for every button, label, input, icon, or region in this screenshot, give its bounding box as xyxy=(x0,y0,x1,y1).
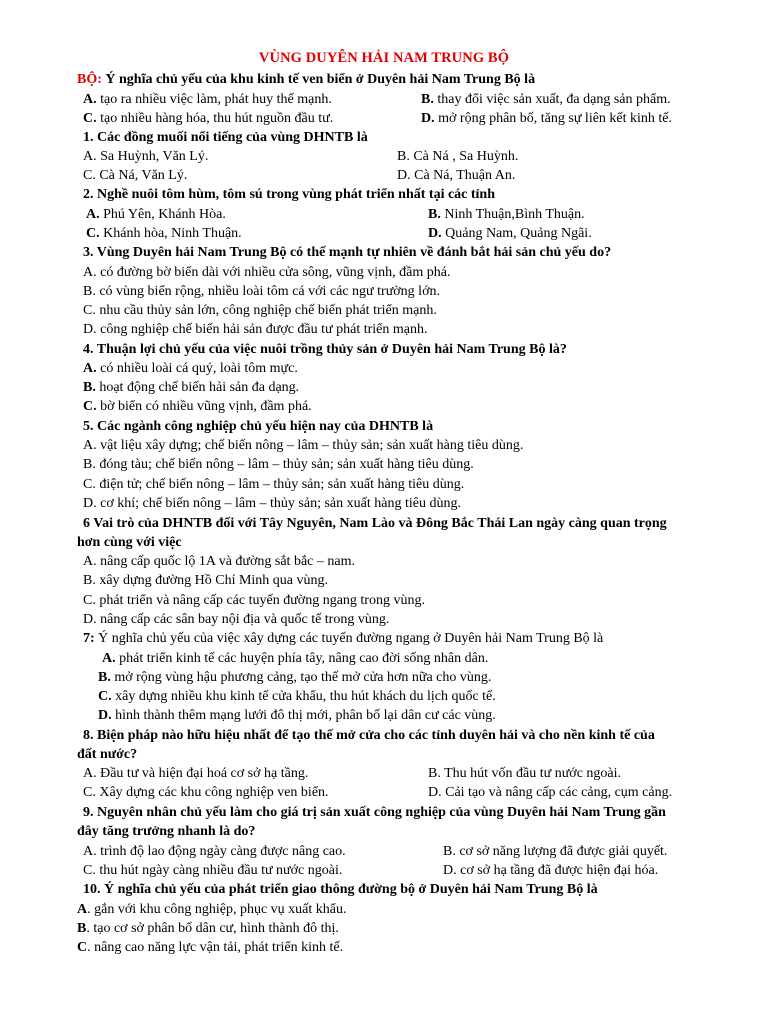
q4-question: 4. Thuận lợi chủ yếu của việc nuôi trồng thủy sản ở Duyên hải Nam Trung Bộ là? xyxy=(83,342,567,357)
q2-option-d: D. Quảng Nam, Quảng Ngãi. xyxy=(428,226,592,241)
intro-question xyxy=(77,71,535,89)
q2-option-b: B. Ninh Thuận,Bình Thuận. xyxy=(428,207,585,222)
q6-option-a: A. nâng cấp quốc lộ 1A và đường sắt bắc – nam. xyxy=(83,554,355,569)
intro-question-text: Ý nghĩa chủ yếu của khu kinh tế ven biển ở Duyên hải Nam Trung Bộ là xyxy=(101,72,536,87)
q3-option-d: D. công nghiệp chế biến hải sản được đầu tư phát triển mạnh. xyxy=(83,322,428,337)
q9-option-d: D. cơ sở hạ tầng đã được hiện đại hóa. xyxy=(443,863,659,878)
intro-option-a: A. tạo ra nhiều việc làm, phát huy thế mạnh. xyxy=(83,92,332,107)
q7-question: 7: Ý nghĩa chủ yếu của việc xây dựng các tuyến đường ngang ở Duyên hải Nam Trung Bộ là xyxy=(83,631,604,646)
q6-question-line1: 6 Vai trò của DHNTB đối với Tây Nguyên, Nam Lào và Đông Bắc Thái Lan ngày càng quan trọng xyxy=(83,516,667,531)
q7-option-c: C. xây dựng nhiều khu kinh tế cửa khẩu, thu hút khách du lịch quốc tế. xyxy=(98,689,496,704)
q7-option-d: D. hình thành thêm mạng lưới đô thị mới, phân bố lại dân cư các vùng. xyxy=(98,708,496,723)
q10-option-b: B. tạo cơ sở phân bố dân cư, hình thành đô thị. xyxy=(77,921,339,936)
q3-option-a: A. có đường bờ biển dài với nhiều cửa sông, vũng vịnh, đầm phá. xyxy=(83,265,451,280)
q9-option-a: A. trình độ lao động ngày càng được nâng cao. xyxy=(83,844,346,859)
q6-option-b: B. xây dựng đường Hồ Chí Minh qua vùng. xyxy=(83,573,329,588)
q1-option-b: B. Cà Ná , Sa Huỳnh. xyxy=(397,149,519,164)
q2-option-a: A. Phú Yên, Khánh Hòa. xyxy=(86,207,226,222)
q7-option-b: B. mở rộng vùng hậu phương cảng, tạo thế mở cửa hơn nữa cho vùng. xyxy=(98,670,492,685)
q3-option-c: C. nhu cầu thủy sản lớn, công nghiệp chế biến phát triển mạnh. xyxy=(83,303,437,318)
q2-option-c: C. Khánh hòa, Ninh Thuận. xyxy=(86,226,242,241)
q3-option-b: B. có vùng biển rộng, nhiều loài tôm cá với các ngư trường lớn. xyxy=(83,284,440,299)
q8-question-line1: 8. Biện pháp nào hữu hiệu nhất để tạo thế mở cửa cho các tỉnh duyên hải và cho nền kinh tế của xyxy=(83,728,655,743)
q8-option-b: B. Thu hút vốn đầu tư nước ngoài. xyxy=(428,766,622,781)
q10-option-a: A. gắn với khu công nghiệp, phục vụ xuất khẩu. xyxy=(77,902,347,917)
q1-option-c: C. Cà Ná, Văn Lý. xyxy=(83,168,188,183)
q6-question-line2: hơn cùng với việc xyxy=(77,535,182,550)
q1-question: 1. Các đồng muối nổi tiếng của vùng DHNTB là xyxy=(83,130,368,145)
q8-question-line2: đất nước? xyxy=(77,747,138,762)
q1-option-d: D. Cà Ná, Thuận An. xyxy=(397,168,516,183)
q5-option-b: B. đóng tàu; chế biến nông – lâm – thủy sản; sản xuất hàng tiêu dùng. xyxy=(83,457,474,472)
q7-option-a: A. phát triển kinh tế các huyện phía tây, nâng cao đời sống nhân dân. xyxy=(102,651,489,666)
q1-option-a: A. Sa Huỳnh, Văn Lý. xyxy=(83,149,209,164)
q4-option-c: C. bờ biển có nhiều vũng vịnh, đầm phá. xyxy=(83,399,312,414)
q2-question: 2. Nghề nuôi tôm hùm, tôm sú trong vùng phát triển nhất tại các tỉnh xyxy=(83,187,496,202)
q10-option-c: C. nâng cao năng lực vận tải, phát triển kinh tế. xyxy=(77,940,344,955)
page-title: VÙNG DUYÊN HẢI NAM TRUNG BỘ xyxy=(258,50,510,66)
q6-option-d: D. nâng cấp các sân bay nội địa và quốc tế trong vùng. xyxy=(83,612,390,627)
q5-option-c: C. điện tử; chế biến nông – lâm – thủy sản; sản xuất hàng tiêu dùng. xyxy=(83,477,465,492)
q4-option-a: A. có nhiều loài cá quý, loài tôm mực. xyxy=(83,361,298,376)
q9-option-c: C. thu hút ngày càng nhiều đầu tư nước ngoài. xyxy=(83,863,343,878)
intro-option-d: D. mở rộng phân bố, tăng sự liên kết kinh tế. xyxy=(421,111,673,126)
intro-option-c: C. tạo nhiều hàng hóa, thu hút nguồn đầu tư. xyxy=(83,111,334,126)
q10-question: 10. Ý nghĩa chủ yếu của phát triển giao thông đường bộ ở Duyên hải Nam Trung Bộ là xyxy=(83,882,598,897)
q9-option-b: B. cơ sở năng lượng đã được giải quyết. xyxy=(443,844,668,859)
intro-prefix: BỘ: xyxy=(77,72,102,87)
q9-question-line2: đây tăng trưởng nhanh là do? xyxy=(77,824,256,839)
q8-option-d: D. Cải tạo và nâng cấp các cảng, cụm cảng. xyxy=(428,785,673,800)
q5-option-d: D. cơ khí; chế biến nông – lâm – thủy sản; sản xuất hàng tiêu dùng. xyxy=(83,496,461,511)
q8-option-c: C. Xây dựng các khu công nghiệp ven biển. xyxy=(83,785,329,800)
q8-option-a: A. Đầu tư và hiện đại hoá cơ sở hạ tầng. xyxy=(83,766,309,781)
intro-option-b: B. thay đổi việc sản xuất, đa dạng sản phẩm. xyxy=(421,92,671,107)
q5-option-a: A. vật liệu xây dựng; chế biến nông – lâm – thủy sản; sản xuất hàng tiêu dùng. xyxy=(83,438,524,453)
q4-option-b: B. hoạt động chế biến hải sản đa dạng. xyxy=(83,380,300,395)
q6-option-c: C. phát triển và nâng cấp các tuyến đường ngang trong vùng. xyxy=(83,593,425,608)
q5-question: 5. Các ngành công nghiệp chủ yếu hiện nay của DHNTB là xyxy=(83,419,434,434)
q9-question-line1: 9. Nguyên nhân chủ yếu làm cho giá trị sản xuất công nghiệp của vùng Duyên hải Nam Trung gần xyxy=(83,805,666,820)
q3-question: 3. Vùng Duyên hải Nam Trung Bộ có thế mạnh tự nhiên về đánh bắt hải sản chủ yếu do? xyxy=(83,245,612,260)
